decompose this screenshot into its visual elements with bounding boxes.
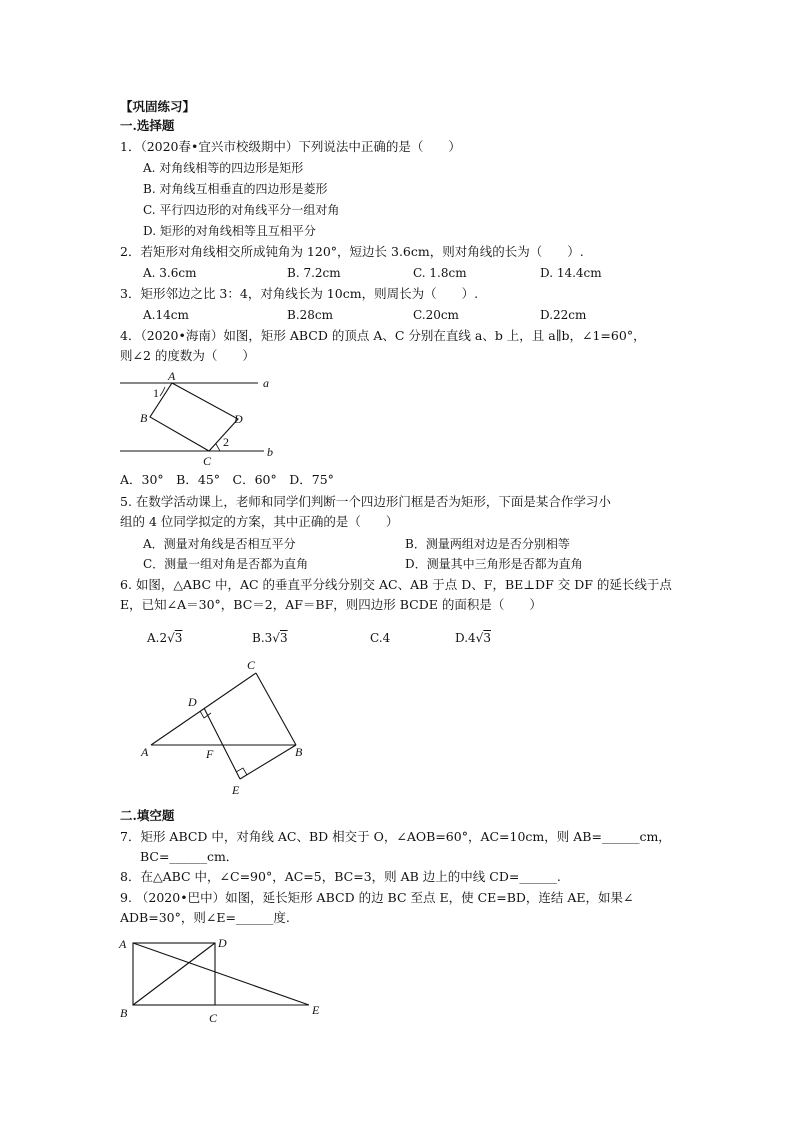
q7-line1: 7．矩形 ABCD 中，对角线 AC、BD 相交于 O，∠AOB=60°，AC=10cm，则 AB=______cm， (120, 829, 671, 844)
q6-option-d-coef: 4 (468, 631, 476, 645)
q1-option-d: D. 矩形的对角线相等且互相平分 (143, 224, 316, 238)
q6-option-c-letter: C. (370, 631, 383, 645)
q2-option-c: C. 1.8cm (413, 266, 467, 280)
q6-label-d: D (188, 695, 197, 709)
q5-option-d: D．测量其中三角形是否都为直角 (405, 557, 583, 571)
q1-stem: 1．（2020春•宜兴市校级期中）下列说法中正确的是（ ） (120, 139, 461, 154)
q9-segment-ae (133, 943, 309, 1005)
q4-stem-line2: 则∠2 的度数为（ ） (120, 348, 255, 363)
q4-label-a: A (168, 369, 176, 383)
q7-line2: BC=______cm． (140, 849, 239, 864)
q9-label-d: D (218, 936, 227, 950)
q3-option-d: D.22cm (540, 308, 587, 322)
section-fill: 二.填空题 (120, 808, 175, 823)
sqrt-icon: √ (167, 631, 175, 645)
q4-answers: A．30° B．45° C．60° D．75° (120, 472, 334, 487)
q6-option-c-coef: 4 (382, 631, 391, 645)
q1-option-a: A. 对角线相等的四边形是矩形 (143, 161, 304, 175)
page-title: 【巩固练习】 (120, 99, 196, 114)
q6-stem-line2: E，已知∠A＝30°，BC＝2，AF＝BF，则四边形 BCDE 的面积是（ ） (120, 597, 542, 612)
q8-line: 8．在△ABC 中，∠C=90°，AC=5，BC=3，则 AB 边上的中线 CD=______. (120, 869, 561, 884)
q6-stem-line1: 6. 如图，△ABC 中，AC 的垂直平分线分别交 AC、AB 于点 D、F，BE⊥DF 交 DF 的延长线于点 (120, 577, 672, 592)
q4-label-c: C (203, 454, 212, 468)
q6-option-d-letter: D. (455, 631, 469, 645)
sqrt-icon: √ (475, 631, 484, 645)
q5-option-b: B．测量两组对边是否分别相等 (405, 537, 570, 551)
q4-angle-1-label: 1 (153, 386, 159, 400)
q9-label-c: C (209, 1011, 218, 1025)
q4-angle-2-label: 2 (223, 435, 229, 449)
q9-diagonal-bd (133, 943, 215, 1005)
q2-option-b: B. 7.2cm (287, 266, 341, 280)
q6-option-a-radicand: 3 (174, 631, 183, 645)
q3-option-c: C.20cm (413, 308, 459, 322)
q6-option-b-radicand: 3 (279, 631, 288, 645)
q5-stem-line1: 5. 在数学活动课上，老师和同学们判断一个四边形门框是否为矩形，下面是某合作学习小 (120, 494, 611, 509)
q6-label-e: E (232, 783, 240, 797)
q5-option-c: C．测量一组对角是否都为直角 (143, 557, 309, 571)
q6-option-d-radicand: 3 (483, 631, 491, 645)
q4-line-label-a: a (263, 376, 269, 390)
q6-label-c: C (247, 658, 256, 672)
q1-option-b: B. 对角线互相垂直的四边形是菱形 (143, 182, 328, 196)
q6-label-a: A (141, 745, 149, 759)
q3-option-a: A.14cm (143, 308, 189, 322)
q4-label-d: D (234, 412, 243, 426)
q6-label-b: B (295, 745, 303, 759)
q5-stem-line2: 组的 4 位同学拟定的方案，其中正确的是（ ） (120, 514, 399, 529)
q9-label-a: A (119, 937, 127, 951)
q3-option-b: B.28cm (287, 308, 334, 322)
q6-option-a-letter: A. (147, 631, 160, 645)
q1-option-c: C. 平行四边形的对角线平分一组对角 (143, 203, 340, 217)
q2-stem: 2．若矩形对角线相交所成钝角为 120°，短边长 3.6cm，则对角线的长为（ ）. (120, 244, 584, 259)
q6-option-b-letter: B. (252, 631, 265, 645)
q6-option-a-coef: 2 (159, 631, 168, 645)
q4-line-label-b: b (267, 445, 273, 459)
q2-option-a: A. 3.6cm (143, 266, 197, 280)
q4-stem-line1: 4．（2020•海南）如图，矩形 ABCD 的顶点 A、C 分别在直线 a、b 上，且 a∥b，∠1=60°， (120, 328, 646, 343)
q6-label-f: F (206, 747, 214, 761)
q2-option-d: D. 14.4cm (540, 266, 602, 280)
q5-option-a: A．测量对角线是否相互平分 (143, 537, 296, 551)
q4-label-b: B (140, 411, 148, 425)
section-choice: 一.选择题 (120, 118, 175, 133)
q9-label-e: E (312, 1003, 320, 1017)
q9-label-b: B (120, 1006, 128, 1020)
q9-line2: ADB=30°，则∠E=______度. (120, 910, 290, 925)
q6-option-b-coef: 3 (264, 631, 273, 645)
q9-line1: 9. （2020•巴中）如图，延长矩形 ABCD 的边 BC 至点 E，使 CE=BD，连结 AE，如果∠ (120, 890, 634, 905)
sqrt-icon: √ (272, 631, 280, 645)
q3-stem: 3．矩形邻边之比 3：4，对角线长为 10cm，则周长为（ ）. (120, 286, 479, 301)
